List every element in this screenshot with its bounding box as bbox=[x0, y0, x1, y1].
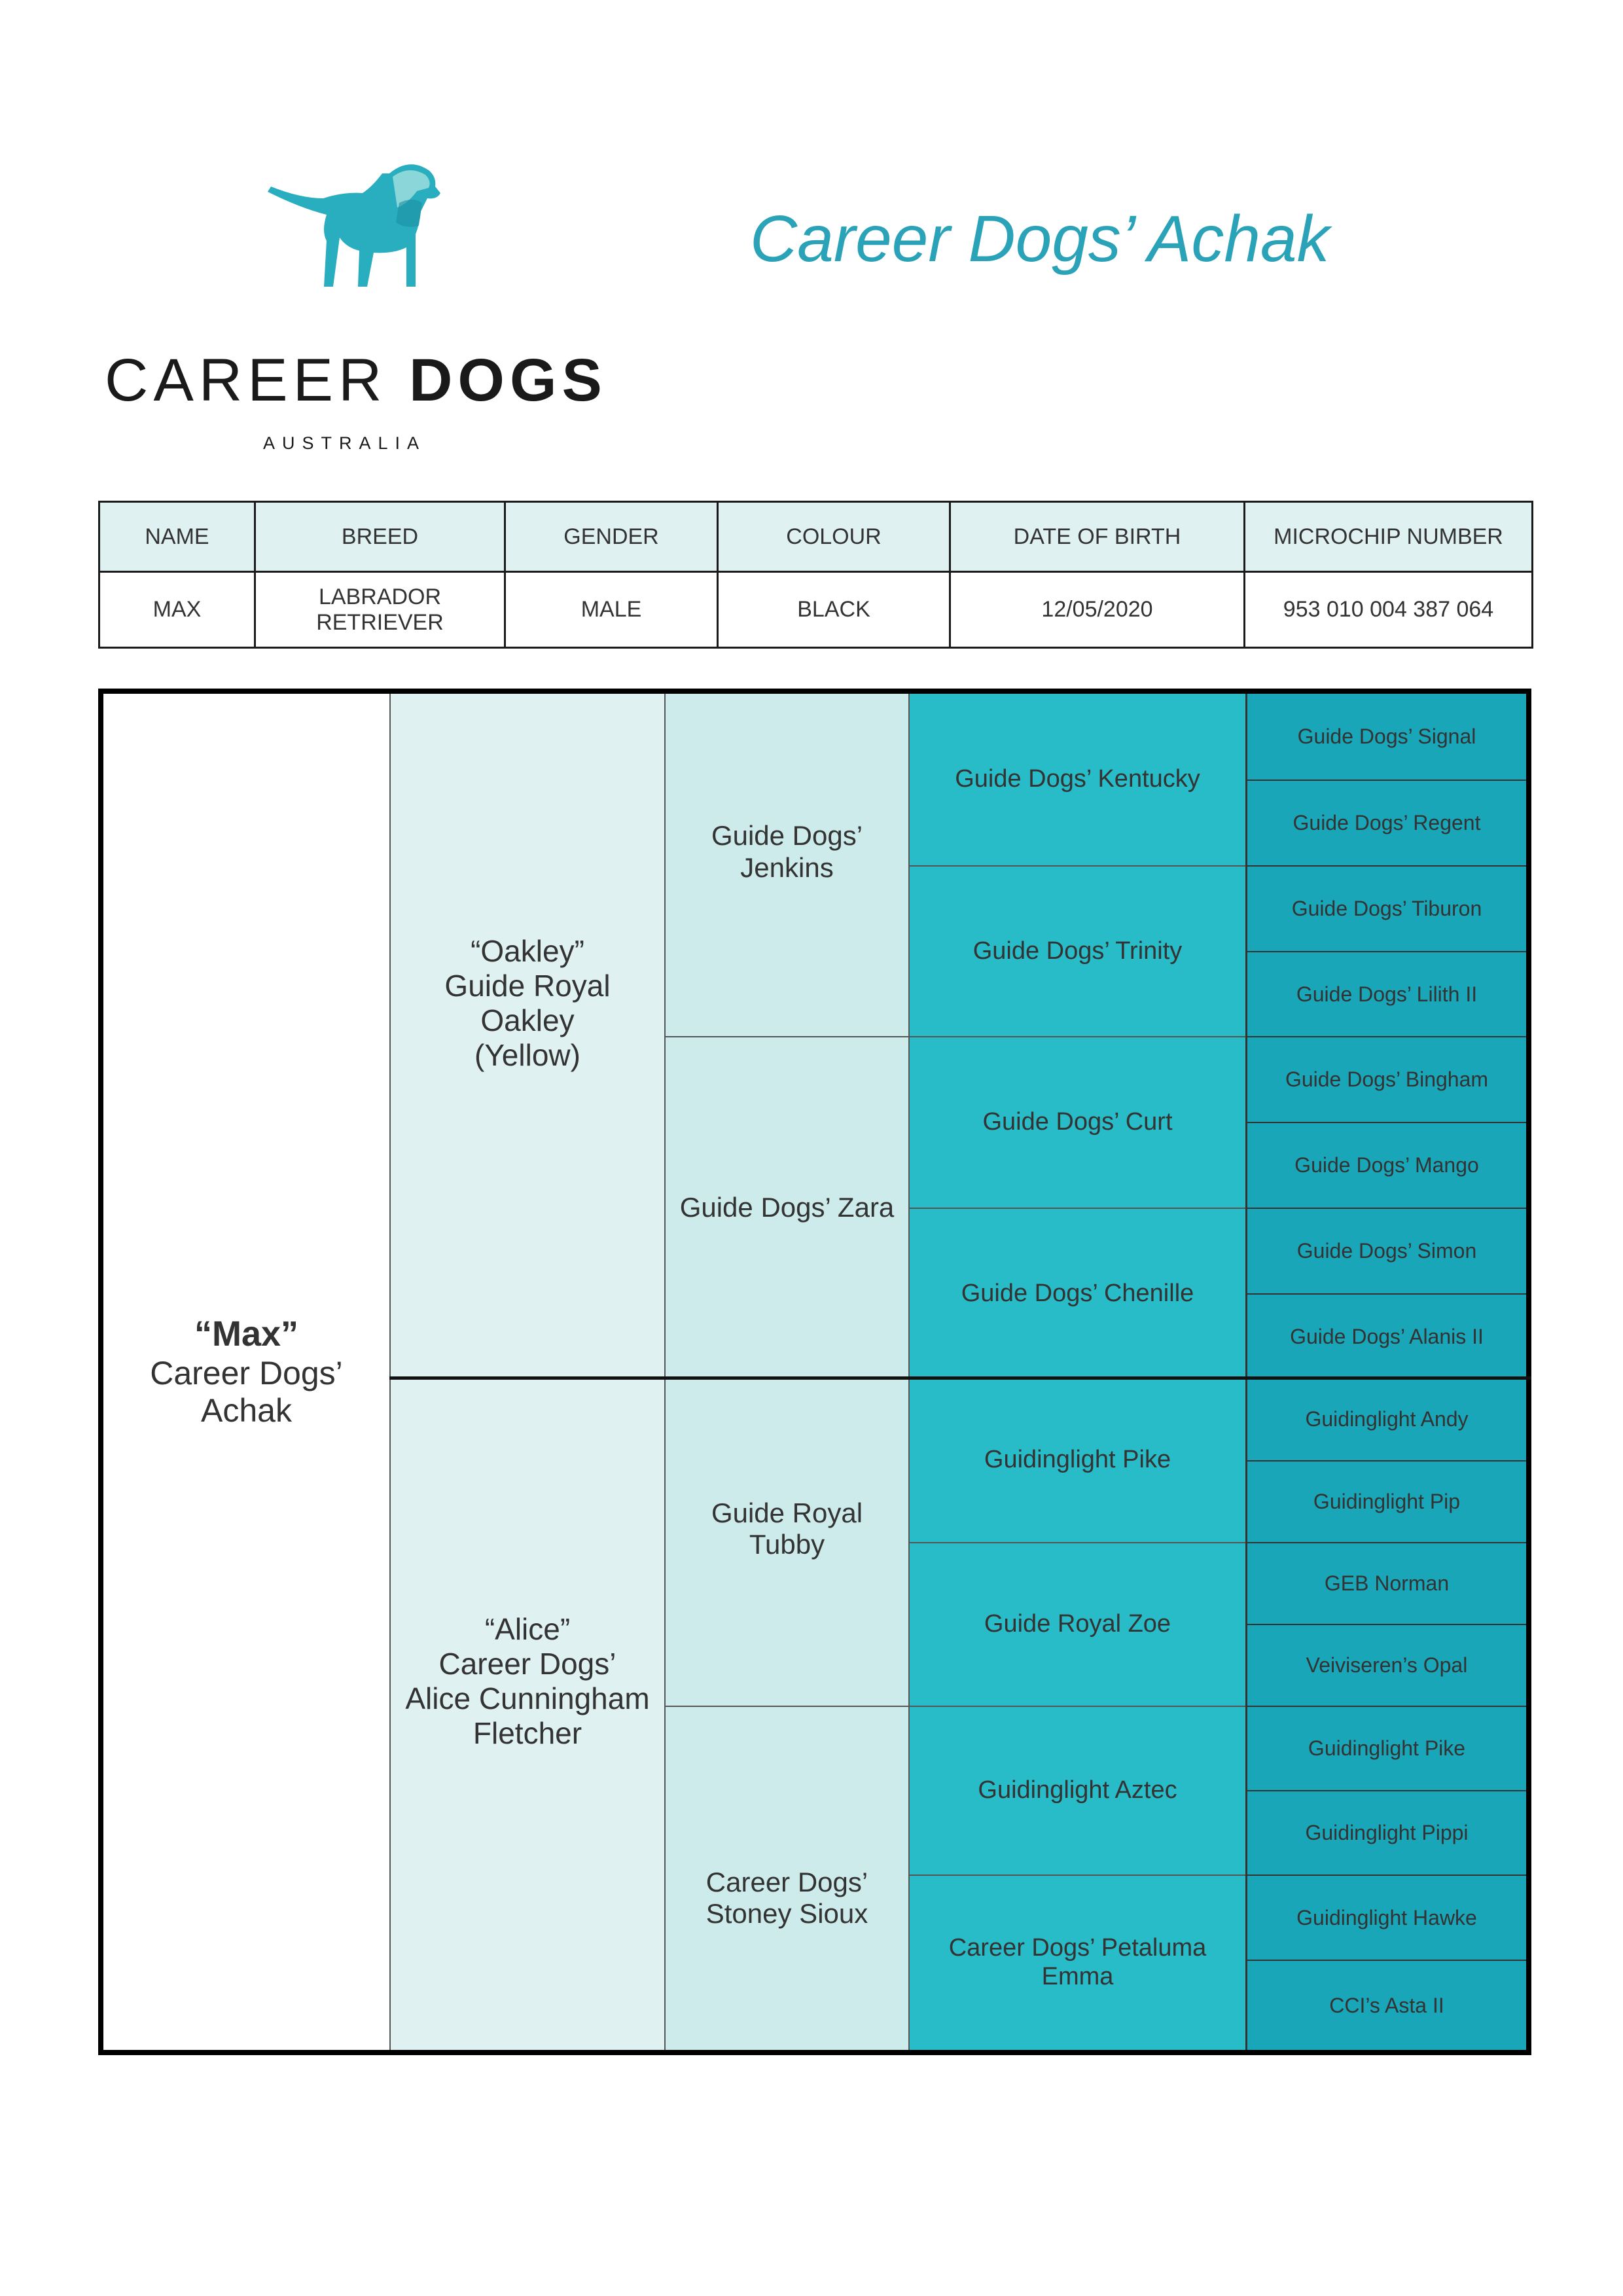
brand-subtitle: AUSTRALIA bbox=[263, 433, 427, 453]
gen4-ancestor: GEB Norman bbox=[1245, 1542, 1526, 1624]
brand-bold: DOGS bbox=[408, 347, 607, 414]
gen4-ancestor: Guide Dogs’ Tiburon bbox=[1245, 865, 1526, 951]
header-name: NAME bbox=[99, 502, 255, 572]
gen2-1-line1: Guide Dogs’ Zara bbox=[679, 1192, 895, 1223]
gen4-ancestor: Guide Dogs’ Alanis II bbox=[1245, 1293, 1526, 1378]
gen2-2-line2: Tubby bbox=[749, 1529, 825, 1560]
gen3-ancestor bbox=[908, 1874, 1245, 2050]
gen4-ancestor: Guidinglight Andy bbox=[1245, 1378, 1526, 1460]
gen2-0-line1: Guide Dogs’ bbox=[711, 820, 863, 852]
granddam-maternal bbox=[664, 1706, 908, 2050]
header-microchip: MICROCHIP NUMBER bbox=[1245, 502, 1533, 572]
gen3-ancestor bbox=[908, 1208, 1245, 1378]
gen3-1-line1: Guide Dogs’ Trinity bbox=[972, 937, 1183, 965]
value-microchip: 953 010 004 387 064 bbox=[1245, 572, 1533, 648]
value-gender: MALE bbox=[505, 572, 718, 648]
gen4-ancestor: CCI’s Asta II bbox=[1245, 1960, 1526, 2050]
value-name: MAX bbox=[99, 572, 255, 648]
gen3-7-line2: Emma bbox=[1041, 1963, 1114, 1990]
gen3-ancestor bbox=[908, 1036, 1245, 1208]
subject-name-line1: Career Dogs’ bbox=[150, 1354, 343, 1391]
gen3-4-line1: Guidinglight Pike bbox=[984, 1446, 1171, 1474]
gen2-0-line2: Jenkins bbox=[740, 852, 834, 883]
document-title: Career Dogs’ Achak bbox=[750, 202, 1330, 276]
dam-line1: “Alice” bbox=[484, 1612, 571, 1647]
sire-line3: Oakley bbox=[480, 1003, 575, 1037]
value-dob: 12/05/2020 bbox=[950, 572, 1245, 648]
dam bbox=[389, 1378, 664, 2050]
gen4-ancestor: Guide Dogs’ Mango bbox=[1245, 1122, 1526, 1208]
gen3-ancestor bbox=[908, 1706, 1245, 1874]
gen4-ancestor: Guidinglight Hawke bbox=[1245, 1874, 1526, 1960]
sire-dam-divider bbox=[389, 1376, 1531, 1380]
info-header-row bbox=[99, 502, 1533, 572]
dog-icon bbox=[262, 157, 458, 308]
dog-info-table bbox=[98, 501, 1533, 649]
subject-name-line2: Achak bbox=[201, 1392, 292, 1429]
header-breed: BREED bbox=[255, 502, 505, 572]
gen3-7-line1: Career Dogs’ Petaluma bbox=[948, 1934, 1207, 1962]
gen4-ancestor: Guide Dogs’ Bingham bbox=[1245, 1036, 1526, 1122]
gen4-ancestor: Guidinglight Pip bbox=[1245, 1460, 1526, 1542]
gen3-0-line1: Guide Dogs’ Kentucky bbox=[955, 765, 1200, 793]
gen3-ancestor bbox=[908, 1542, 1245, 1706]
gen2-3-line2: Stoney Sioux bbox=[705, 1898, 868, 1929]
header-colour: COLOUR bbox=[718, 502, 950, 572]
gen3-ancestor bbox=[908, 865, 1245, 1036]
gen4-ancestor: Veiviseren’s Opal bbox=[1245, 1624, 1526, 1706]
gen4-ancestor: Guide Dogs’ Regent bbox=[1245, 780, 1526, 865]
gen2-3-line1: Career Dogs’ bbox=[705, 1866, 868, 1897]
gen3-2-line1: Guide Dogs’ Curt bbox=[982, 1108, 1173, 1136]
grandsire-paternal bbox=[664, 694, 908, 1036]
value-breed: LABRADOR RETRIEVER bbox=[255, 572, 505, 648]
brand-name bbox=[105, 347, 607, 414]
subject-call-name: “Max” bbox=[194, 1314, 299, 1354]
gen4-ancestor: Guide Dogs’ Simon bbox=[1245, 1208, 1526, 1293]
subject-dog bbox=[103, 694, 389, 2050]
grandsire-maternal bbox=[664, 1378, 908, 1706]
career-dogs-logo bbox=[98, 157, 607, 458]
gen2-2-line1: Guide Royal bbox=[711, 1497, 863, 1528]
gen4-ancestor: Guidinglight Pike bbox=[1245, 1706, 1526, 1790]
dam-line2: Career Dogs’ bbox=[438, 1647, 616, 1681]
gen3-3-line1: Guide Dogs’ Chenille bbox=[961, 1279, 1194, 1307]
gen3-ancestor bbox=[908, 1378, 1245, 1542]
value-colour: BLACK bbox=[718, 572, 950, 648]
granddam-paternal bbox=[664, 1036, 908, 1378]
brand-light: CAREER bbox=[105, 347, 387, 414]
sire-line1: “Oakley” bbox=[471, 934, 584, 969]
sire-line2: Guide Royal bbox=[444, 969, 611, 1003]
info-value-row bbox=[99, 572, 1533, 648]
gen3-ancestor bbox=[908, 694, 1245, 865]
dam-line3: Alice Cunningham bbox=[405, 1681, 650, 1715]
header-dob: DATE OF BIRTH bbox=[950, 502, 1245, 572]
gen3-6-line1: Guidinglight Aztec bbox=[978, 1776, 1177, 1804]
header-gender: GENDER bbox=[505, 502, 718, 572]
sire-line4: (Yellow) bbox=[474, 1037, 580, 1072]
gen3-5-line1: Guide Royal Zoe bbox=[984, 1610, 1171, 1638]
gen4-ancestor: Guide Dogs’ Signal bbox=[1245, 694, 1526, 780]
gen4-ancestor: Guidinglight Pippi bbox=[1245, 1790, 1526, 1874]
sire bbox=[389, 694, 664, 1378]
dam-line4: Fletcher bbox=[473, 1715, 582, 1750]
pedigree-chart bbox=[98, 689, 1531, 2055]
gen4-ancestor: Guide Dogs’ Lilith II bbox=[1245, 951, 1526, 1036]
